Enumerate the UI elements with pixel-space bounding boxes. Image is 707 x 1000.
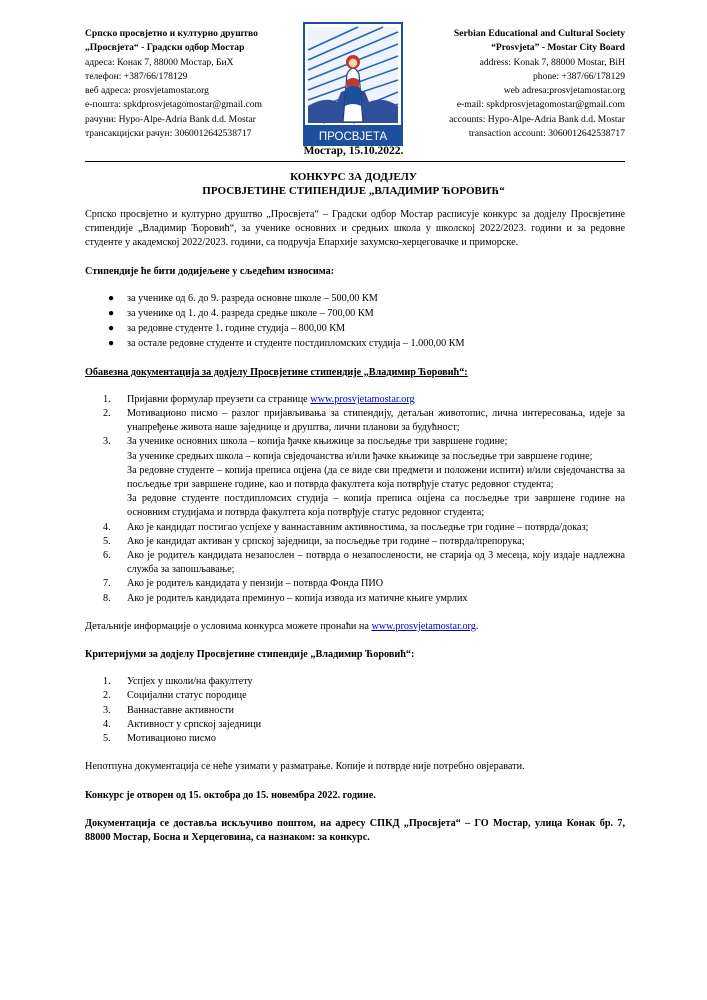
list-item: 4. Активност у српској заједници (103, 718, 262, 730)
title-line-1: КОНКУРС ЗА ДОДЈЕЛУ (290, 171, 417, 183)
header-right-web: web adresa:prosvjetamostar.org (503, 85, 625, 97)
bullet-icon: ● (108, 308, 115, 320)
criteria-heading: Критеријуми за додјелу Просвјетине стипендије „Владимир Ћоровић“: (85, 649, 415, 661)
document-title (0, 170, 707, 198)
header-right-contact (395, 27, 625, 141)
list-item: 6. Ако је родитељ кандидата незапослен – потврда о незапослености, не старија од 3 месеца, коју издаје надлежна служба за запошљавање; (103, 550, 625, 576)
header-left-contact (85, 27, 315, 141)
prosvjeta-logo (303, 22, 403, 146)
header-right-phone: phone: +387/66/178129 (532, 70, 625, 82)
list-item: 7. Ако је родитељ кандидата у пензији – потврда Фонда ПИО (103, 578, 384, 590)
list-item: 1. Успјех у школи/на факултету (103, 676, 253, 688)
header-left-phone: телефон: +387/66/178129 (85, 70, 188, 82)
open-period: Конкурс је отворен од 15. октобра до 15. новембра 2022. године. (85, 789, 376, 801)
delivery-paragraph: Документација се доставља искључиво поштом, на адресу СПКД „Просвјета“ – ГО Мостар, улица Конак бр. 7, 88000 Мостар, Босна и Херцеговина, са назнаком: за конкурс. (85, 817, 625, 843)
list-item: ● за ученике од 6. до 9. разреда основне школе – 500,00 КМ (85, 292, 625, 306)
amounts-heading: Стипендије ће бити додијељене у сљедећим износима: (85, 265, 335, 277)
document-date: Мостар, 15.10.2022. (303, 145, 404, 157)
documentation-list (85, 393, 625, 606)
header-right-email: e-mail: spkdprosvjetagomostar@gmail.com (456, 99, 625, 111)
header-left-accounts: рачуни: Hypo-Alpe-Adria Bank d.d. Mostar (85, 113, 256, 125)
amounts-list (85, 292, 625, 352)
list-item: 5. Мотивационо писмо (103, 733, 216, 745)
header-right-address: address: Konak 7, 88000 Mostar, BiH (479, 56, 625, 68)
document-body (85, 208, 625, 845)
header-divider (85, 161, 625, 162)
header-right-accounts: accounts: Hypo-Alpe-Adria Bank d.d. Mostar (449, 113, 625, 125)
title-line-2: ПРОСВЈЕТИНЕ СТИПЕНДИЈЕ „ВЛАДИМИР ЋОРОВИЋ“ (202, 185, 505, 197)
header-left-address: адреса: Конак 7, 88000 Мостар, БиХ (85, 56, 234, 68)
header-right-board: “Prosvjeta” - Mostar City Board (491, 42, 625, 54)
criteria-list (85, 675, 625, 746)
list-item: 2. Мотивационо писмо – разлог пријављивања за стипендију, детаљан животопис, лична интересовања, идеје за унапређење живота наше заједнице и друштва, лични планови за будућност; (103, 408, 625, 434)
header-left-org: Српско просвјетно и културно друштво (85, 28, 258, 39)
details-paragraph: Детаљније информације о условима конкурса можете пронаћи на www.prosvjetamostar.org. (85, 620, 479, 632)
note-paragraph: Непотпуна документација се неће узимати у разматрање. Копије и потврде није потребно овјеравати. (85, 761, 525, 773)
list-item: 8. Ако је родитељ кандидата преминуо – копија извода из матичне књиге умрлих (103, 592, 468, 604)
website-link[interactable]: www.prosvjetamostar.org (371, 620, 476, 632)
list-item: 3. За ученике основних школа – копија ђачке књижице за посљедње три завршене године; За ученике средњих школа – копија свједочанства и/или ђачке књижице за посљедње три завршене године; За редовне студенте – копија преписа оцјена (да се виде сви предмети и положени испити) и/или свједочанства за посљедње три завршене године, као и потврда факултета која потврђује статус редовног студента; За редовне студенте постдипломсих студија – копија преписа оцјена са посљедње три завршене године на основним студијама и потврда факултета која потврђује статус редовног студента; (103, 436, 625, 519)
header-left-board: „Просвјета“ - Градски одбор Мостар (85, 42, 245, 54)
list-item: 1. Пријавни формулар преузети са странице www.prosvjetamostar.org (103, 393, 415, 405)
header-left-web: веб адреса: prosvjetamostar.org (85, 85, 209, 97)
header-right-transaction: transaction account: 3060012642538717 (468, 128, 625, 140)
header-left-transaction: трансакцијски рачун: 3060012642538717 (85, 128, 252, 140)
list-item: ● за редовне студенте 1. године студија – 800,00 КМ (85, 322, 625, 336)
bullet-icon: ● (108, 338, 115, 350)
list-item: 2. Социјални статус породице (103, 690, 247, 702)
application-form-link[interactable]: www.prosvjetamostar.org (310, 393, 415, 405)
bullet-icon: ● (108, 292, 115, 304)
list-item: ● за остале редовне студенте и студенте постдипломских студија – 1.000,00 КМ (85, 337, 625, 351)
list-item: 5. Ако је кандидат активан у српској заједници, за посљедње три године – потврда/препорука; (103, 535, 525, 547)
intro-paragraph: Српско просвјетно и културно друштво „Просвјета“ – Градски одбор Мостар расписује конкурс за додјелу Просвјетине стипендије „Владимир Ћоровић“, за ученике основних и средњих школа у школској 2022/2023. години и за редовне студенте у академској 2022/2023. години, са подручја Епархије захумско-херцеговачке и приморске. (85, 209, 625, 249)
list-item: ● за ученике од 1. до 4. разреда средње школе – 700,00 КМ (85, 307, 625, 321)
list-item: 4. Ако је кандидат постигао успјехе у ваннаставним активностима, за посљедње три године – потврда/доказ; (103, 521, 589, 533)
header-right-org: Serbian Educational and Cultural Society (453, 28, 625, 39)
bullet-icon: ● (108, 323, 115, 335)
header-left-email: е-пошта: spkdprosvjetagomostar@gmail.com (85, 99, 262, 111)
documentation-heading: Обавезна документација за додјелу Просвјетине стипендије „Владимир Ћоровић“: (85, 366, 468, 378)
logo-text: ПРОСВЈЕТА (318, 131, 388, 143)
list-item: 3. Ваннаставне активности (103, 704, 234, 716)
